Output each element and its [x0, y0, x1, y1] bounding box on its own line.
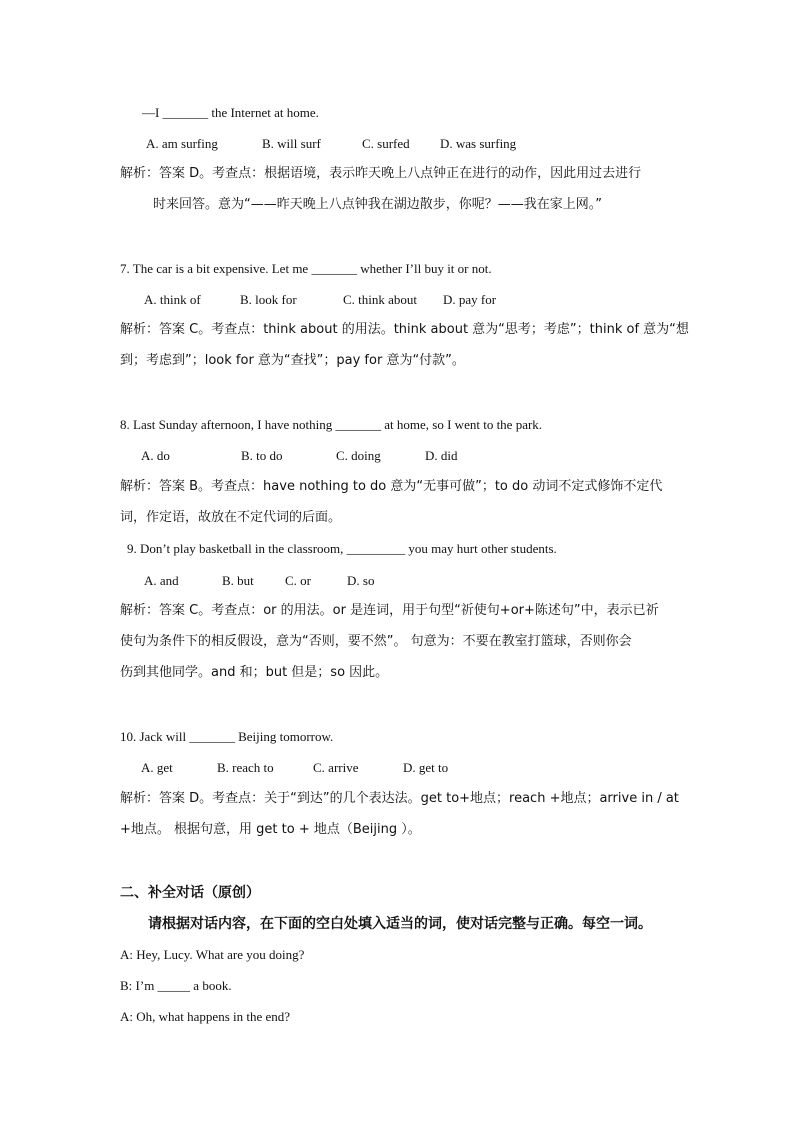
- q6-analysis-line-1: 解析：答案 D。考查点：根据语境，表示昨天晚上八点钟正在进行的动作，因此用过去进行: [120, 166, 642, 181]
- q9-stem: 9. Don’t play basketball in the classroom, _________ you may hurt other students.: [127, 541, 557, 556]
- q8-option-d: D. did: [425, 448, 458, 463]
- q9-analysis-line-2: 使句为条件下的相反假设，意为“否则，要不然”。 句意为：不要在教室打篮球，否则你会: [120, 634, 632, 649]
- q7-option-a: A. think of: [144, 292, 201, 307]
- q9-option-b: B. but: [222, 573, 254, 588]
- dialogue-line-1: A: Hey, Lucy. What are you doing?: [120, 947, 305, 962]
- q8-stem: 8. Last Sunday afternoon, I have nothing _______ at home, so I went to the park.: [120, 417, 543, 432]
- q7-option-c: C. think about: [343, 292, 418, 307]
- q8-option-c: C. doing: [336, 448, 381, 463]
- q10-option-b: B. reach to: [217, 760, 274, 775]
- q10-option-c: C. arrive: [313, 760, 359, 775]
- q8-option-a: A. do: [141, 448, 170, 463]
- section-heading: 二、补全对话（原创）: [120, 885, 260, 901]
- q7-analysis-line-1: 解析：答案 C。考查点：think about 的用法。think about 意为“思考；考虑”；think of 意为“想: [120, 322, 689, 337]
- q6-option-b: B. will surf: [262, 136, 321, 151]
- q7-analysis-line-2: 到；考虑到”；look for 意为“查找”；pay for 意为“付款”。: [120, 353, 465, 368]
- q9-analysis-line-3: 伤到其他同学。and 和；but 但是；so 因此。: [120, 665, 389, 680]
- q9-option-c: C. or: [285, 573, 311, 588]
- q6-option-d: D. was surfing: [440, 136, 517, 151]
- q7-stem: 7. The car is a bit expensive. Let me _______ whether I’ll buy it or not.: [120, 261, 492, 276]
- q7-option-d: D. pay for: [443, 292, 497, 307]
- q8-analysis-line-2: 词，作定语，故放在不定代词的后面。: [120, 510, 342, 525]
- q10-analysis-line-1: 解析：答案 D。考查点：关于“到达”的几个表达法。get to+地点；reach +地点；arrive in / at: [120, 791, 679, 806]
- q7-option-b: B. look for: [240, 292, 297, 307]
- q6-option-a: A. am surfing: [146, 136, 218, 151]
- q6-reply: —I _______ the Internet at home.: [142, 105, 319, 120]
- dialogue-line-2: B: I’m _____ a book.: [120, 978, 232, 993]
- q9-analysis-line-1: 解析：答案 C。考查点：or 的用法。or 是连词，用于句型“祈使句+or+陈述句”中，表示已祈: [120, 603, 659, 618]
- q10-option-a: A. get: [141, 760, 173, 775]
- q10-stem: 10. Jack will _______ Beijing tomorrow.: [120, 729, 334, 744]
- q10-analysis-line-2: +地点。 根据句意，用 get to + 地点（Beijing ）。: [120, 822, 421, 837]
- dialogue-line-3: A: Oh, what happens in the end?: [120, 1009, 291, 1024]
- q9-option-d: D. so: [347, 573, 375, 588]
- q10-option-d: D. get to: [403, 760, 449, 775]
- q9-option-a: A. and: [144, 573, 179, 588]
- q8-analysis-line-1: 解析：答案 B。考查点：have nothing to do 意为“无事可做”；to do 动词不定式修饰不定代: [120, 479, 663, 494]
- q8-option-b: B. to do: [241, 448, 283, 463]
- q6-option-c: C. surfed: [362, 136, 410, 151]
- q6-analysis-line-2: 时来回答。意为“——昨天晚上八点钟我在湖边散步，你呢？——我在家上网。”: [153, 197, 602, 212]
- section-instruction: 请根据对话内容，在下面的空白处填入适当的词，使对话完整与正确。每空一词。: [148, 916, 652, 932]
